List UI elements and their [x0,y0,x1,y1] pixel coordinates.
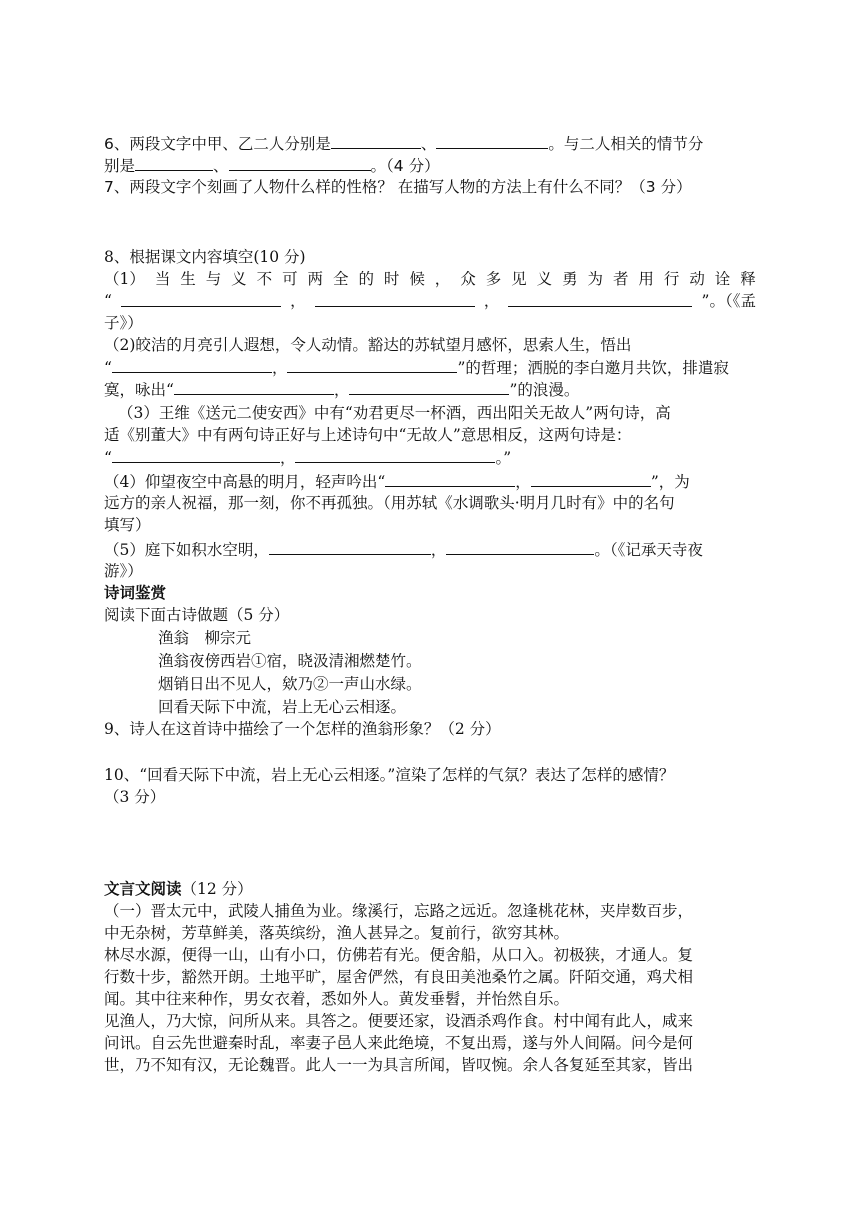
passage-line: 问讯。自云先世避秦时乱，率妻子邑人来此绝境，不复出焉，遂与外人间隔。问今是何 [104,1034,694,1052]
answer-blank[interactable] [385,470,515,487]
q8-part4-line-2: 远方的亲人祝福，那一刻，你不再孤独。（用苏轼《水调歌头·明月几时有》中的名句 [104,494,675,512]
q8-part2-line-3: 寞，咏出“ ， ”的浪漫。 [104,378,579,401]
q8-part1-line-1: （1） 当 生 与 义 不 可 两 全 的 时 候 ， 众 多 见 义 勇 为 者 用 行 动 诠 释 [104,270,756,288]
q8-part1-line-2: “ ， ， ”。（《孟 [104,292,756,310]
q7-question: 7、两段文字个刻画了人物什么样的性格？ 在描写人物的方法上有什么不同？（3 分） [104,178,692,196]
passage-line: 行数十步，豁然开朗。土地平旷，屋舍俨然，有良田美池桑竹之属。阡陌交通，鸡犬相 [104,968,694,986]
q8-part4-line-3: 填写） [104,516,151,534]
answer-blank[interactable] [295,446,495,463]
q8-part3-line-3: “ ， 。” [104,446,511,469]
q8-part3-line-2: 适《别董大》中有两句诗正好与上述诗句中“无故人”意思相反，这两句诗是： [104,426,632,444]
answer-blank[interactable] [287,356,457,373]
answer-blank[interactable] [174,378,334,395]
passage-line: （一）晋太元中，武陵人捕鱼为业。缘溪行，忘路之远近。忽逢桃花林，夹岸数百步， [104,902,694,920]
answer-blank[interactable] [135,154,213,171]
q8-part2-line-1: （2)皎洁的月亮引人遐想，令人动情。豁达的苏轼望月感怀，思索人生，悟出 [104,336,632,354]
poem-line: 回看天际下中流，岩上无心云相逐。 [158,698,407,716]
classical-heading: 文言文阅读（12 分） [104,879,253,898]
passage-line: 见渔人，乃大惊，问所从来。具答之。便要还家，设酒杀鸡作食。村中闻有此人，咸来 [104,1012,694,1030]
answer-blank[interactable] [349,378,509,395]
poetry-instruction: 阅读下面古诗做题（5 分） [104,606,290,624]
q8-part4-line-1: （4）仰望夜空中高悬的明月，轻声吟出“ ， ”，为 [104,470,690,493]
answer-blank[interactable] [269,538,431,555]
passage-line: 闻。其中往来种作，男女衣着，悉如外人。黄发垂髫，并怡然自乐。 [104,990,570,1008]
poem-line: 烟销日出不见人，欸乃②一声山水绿。 [158,675,422,693]
q8-part5-line-2: 游》） [104,562,143,580]
q9-question: 9、诗人在这首诗中描绘了一个怎样的渔翁形象？（2 分） [104,720,501,738]
poem-title: 渔翁 柳宗元 [158,629,252,647]
q6-line-2: 别是 、 。（4 分） [104,154,440,177]
answer-blank[interactable] [446,538,594,555]
answer-blank[interactable] [229,154,371,171]
answer-blank[interactable] [112,356,272,373]
q10-line-2: （3 分） [104,788,166,806]
answer-blank[interactable] [508,290,692,307]
answer-blank[interactable] [315,290,475,307]
passage-line: 林尽水源，便得一山，山有小口，仿佛若有光。便舍船，从口入。初极狭，才通人。复 [104,946,694,964]
poem-line: 渔翁夜傍西岩①宿，晓汲清湘燃楚竹。 [158,652,422,670]
answer-blank[interactable] [121,290,281,307]
passage-line: 中无杂树，芳草鲜美，落英缤纷，渔人甚异之。复前行，欲穷其林。 [104,924,570,942]
answer-blank[interactable] [531,470,651,487]
q8-part3-line-1: （3）王维《送元二使安西》中有“劝君更尽一杯酒，西出阳关无故人”两句诗，高 [118,404,671,422]
q6-line-1: 6、两段文字中甲、乙二人分别是 、 。与二人相关的情节分 [104,132,703,155]
q8-part1-line-3: 子》） [104,314,143,332]
answer-blank[interactable] [436,132,548,149]
poetry-heading: 诗词鉴赏 [104,583,167,602]
q8-part5-line-1: （5）庭下如积水空明， ， 。（《记承天寺夜 [104,538,703,561]
q8-part2-line-2: “ ， ”的哲理；洒脱的李白邀月共饮，排遣寂 [104,356,729,379]
q10-line-1: 10、“回看天际下中流，岩上无心云相逐。”渲染了怎样的气氛？表达了怎样的感情？ [104,766,675,784]
passage-line: 世，乃不知有汉，无论魏晋。此人一一为具言所闻，皆叹惋。余人各复延至其家，皆出 [104,1056,694,1074]
answer-blank[interactable] [112,446,280,463]
q8-title: 8、根据课文内容填空(10 分) [104,248,306,266]
answer-blank[interactable] [331,132,421,149]
